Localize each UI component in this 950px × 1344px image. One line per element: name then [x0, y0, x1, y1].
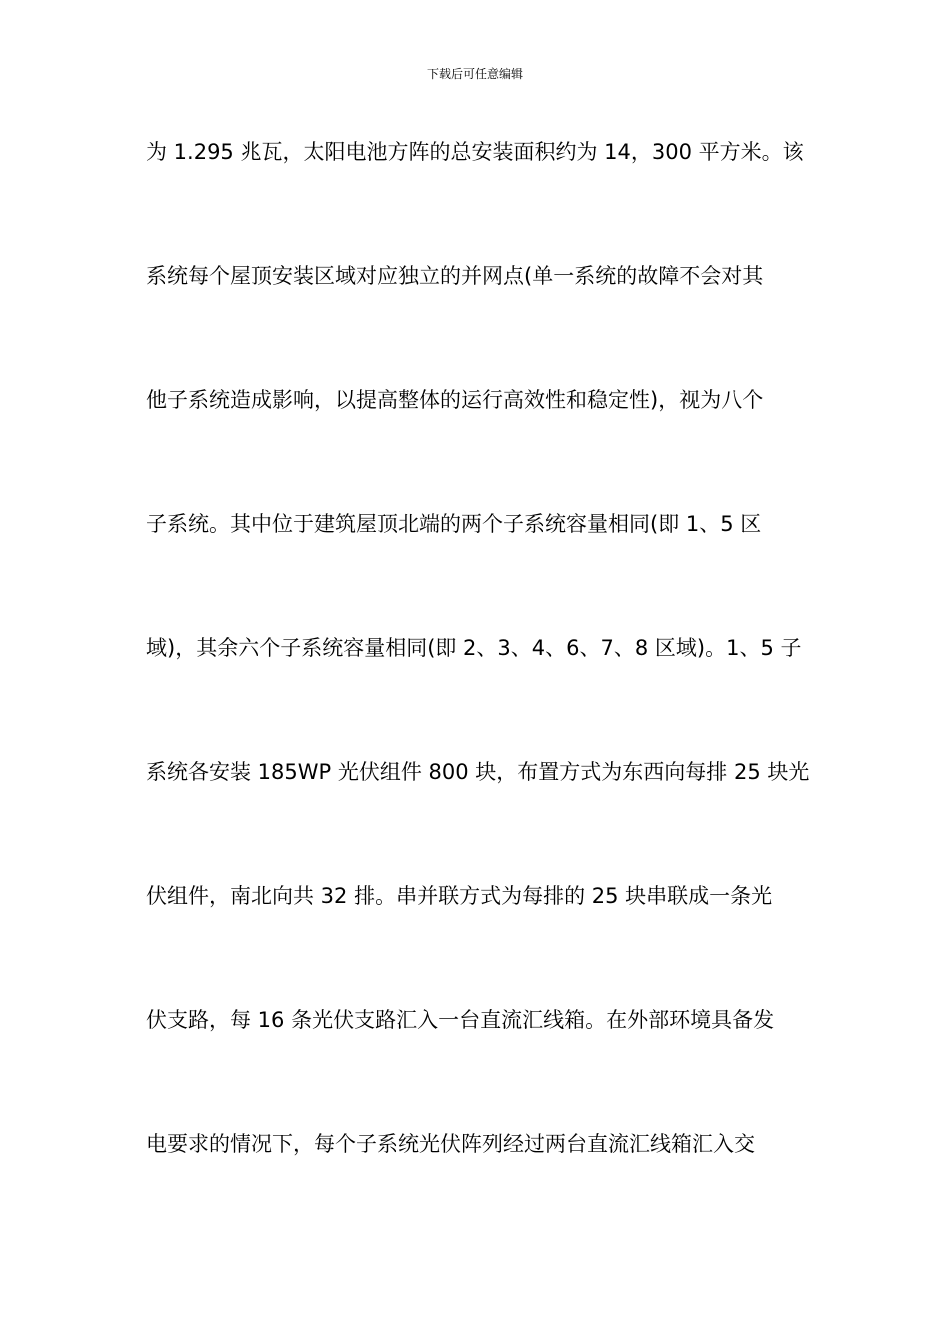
- paragraph-line-2: 系统每个屋顶安装区域对应独立的并网点(单一系统的故障不会对其: [146, 264, 764, 288]
- paragraph-line-1: 为 1.295 兆瓦，太阳电池方阵的总安装面积约为 14，300 平方米。该: [146, 140, 804, 164]
- page-header: 下载后可任意编辑: [426, 67, 523, 81]
- paragraph-line-8: 伏支路，每 16 条光伏支路汇入一台直流汇线箱。在外部环境具备发: [146, 1008, 775, 1032]
- paragraph-line-3: 他子系统造成影响，以提高整体的运行高效性和稳定性)，视为八个: [146, 388, 764, 412]
- paragraph-line-6: 系统各安装 185WP 光伏组件 800 块，布置方式为东西向每排 25 块光: [146, 760, 810, 784]
- paragraph-line-9: 电要求的情况下，每个子系统光伏阵列经过两台直流汇线箱汇入交: [146, 1132, 755, 1156]
- paragraph-line-4: 子系统。其中位于建筑屋顶北端的两个子系统容量相同(即 1、5 区: [146, 512, 762, 536]
- body-paragraph: [146, 130, 816, 1246]
- paragraph-line-7: 伏组件，南北向共 32 排。串并联方式为每排的 25 块串联成一条光: [146, 884, 773, 908]
- paragraph-line-5: 域)，其余六个子系统容量相同(即 2、3、4、6、7、8 区域)。1、5 子: [146, 636, 802, 660]
